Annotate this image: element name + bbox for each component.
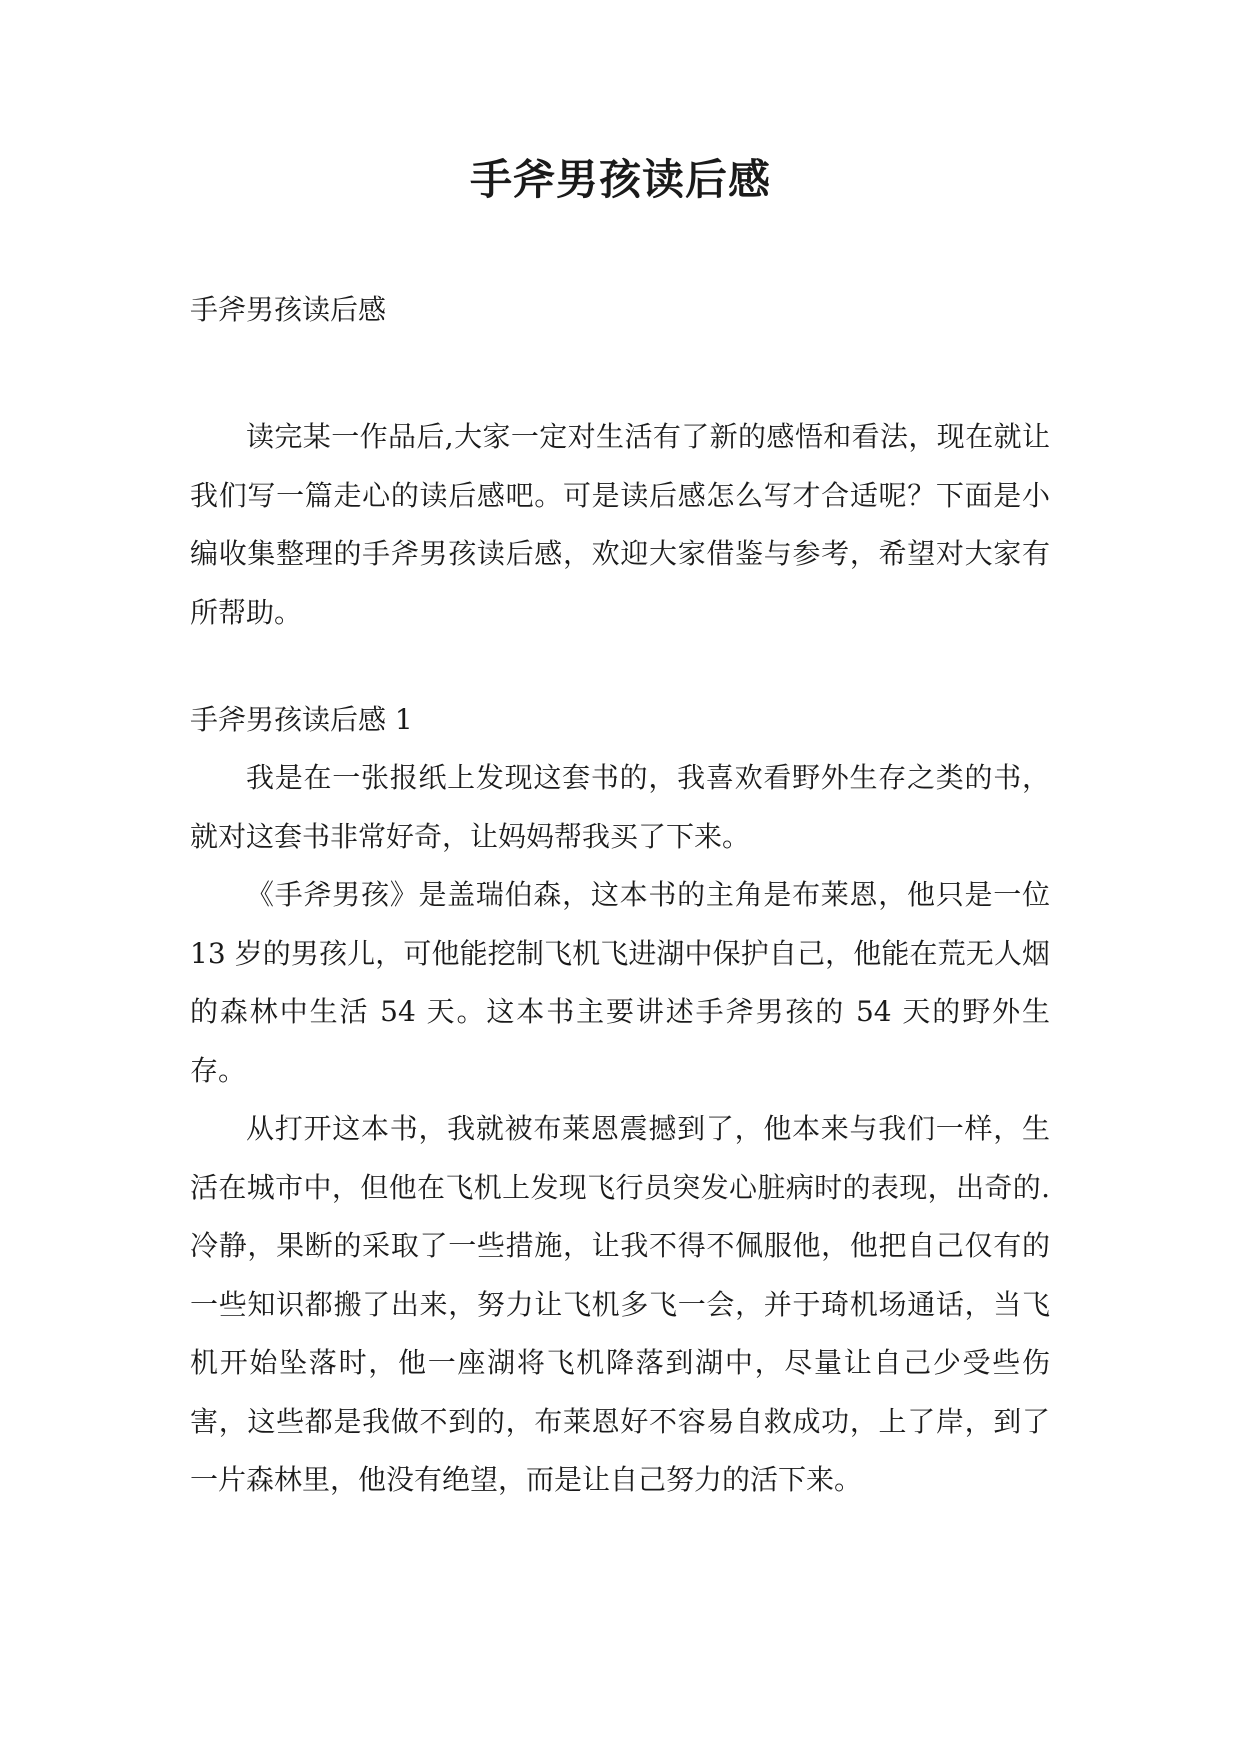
body-paragraph-3: 从打开这本书，我就被布莱恩震撼到了，他本来与我们一样，生活在城市中，但他在飞机上发现飞行员突发心脏病时的表现，出奇的.冷静，果断的采取了一些措施，让我不得不佩服他，他把自己仅有的一些知识都搬了出来，努力让飞机多飞一会，并于琦机场通话，当飞机开始坠落时，他一座湖将飞机降落到湖中，尽量让自己少受些伤害，这些都是我做不到的，布莱恩好不容易自救成功，上了岸，到了一片森林里，他没有绝望，而是让自己努力的活下来。 <box>190 1112 1050 1496</box>
intro-paragraph: 读完某一作品后,大家一定对生活有了新的感悟和看法，现在就让我们写一篇走心的读后感吧。可是读后感怎么写才合适呢？下面是小编收集整理的手斧男孩读后感，欢迎大家借鉴与参考，希望对大家有所帮助。 <box>190 420 1050 629</box>
document-subtitle: 手斧男孩读后感 <box>190 293 387 326</box>
body-paragraph-2: 《手斧男孩》是盖瑞伯森，这本书的主角是布莱恩，他只是一位 13 岁的男孩儿，可他能挖制飞机飞进湖中保护自己，他能在荒无人烟的森林中生活 54 天。这本书主要讲述手斧男孩的 54 天的野外生存。 <box>190 878 1050 1087</box>
section-heading: 手斧男孩读后感 1 <box>190 703 413 736</box>
document-title: 手斧男孩读后感 <box>469 155 771 204</box>
body-paragraph-1: 我是在一张报纸上发现这套书的，我喜欢看野外生存之类的书，就对这套书非常好奇，让妈妈帮我买了下来。 <box>190 761 1050 853</box>
intro-block <box>190 408 1050 642</box>
essay-body <box>190 749 1050 1510</box>
